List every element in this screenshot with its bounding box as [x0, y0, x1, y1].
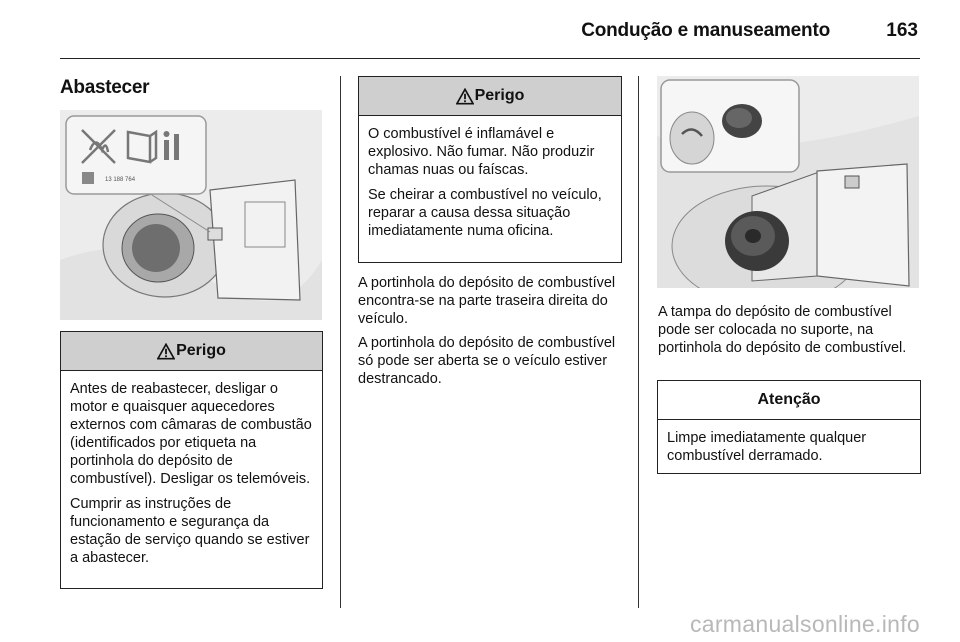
page-number: 163 [886, 20, 918, 41]
attention-header [658, 381, 920, 420]
fuel-filler-flap-figure [60, 110, 322, 320]
danger-paragraph: O combustível é inflamável e explosivo. Não fumar. Não produzir chamas nuas ou faíscas. [368, 126, 595, 178]
fuel-cap-holder-figure [657, 76, 919, 288]
danger-paragraph: Cumprir as instruções de funcionamento e segurança da estação de serviço quando se estiver a abastecer. [70, 496, 310, 566]
danger-heading: Perigo [474, 87, 525, 104]
danger-paragraph: Se cheirar a combustível no veículo, reparar a causa dessa situação imediatamente numa oficina. [368, 187, 602, 239]
body-text [658, 303, 926, 363]
body-paragraph: A portinhola do depósito de combustível encontra-se na parte traseira direita do veículo. [358, 275, 616, 327]
watermark: carmanualsonline.info [689, 611, 920, 637]
danger-box-2 [358, 76, 622, 263]
chapter-title: Condução e manuseamento [581, 20, 830, 41]
danger-header [359, 77, 621, 116]
danger-paragraph: Antes de reabastecer, desligar o motor e quaisquer aquecedores externos com câmaras de combustão (identificados por etiqueta na portinhola do depósito de combustível). Desligar os telemóveis. [70, 381, 312, 487]
warning-triangle-icon [157, 343, 175, 360]
attention-heading: Atenção [757, 391, 821, 408]
figure-label-number: 13 188 764 [105, 177, 136, 183]
body-paragraph: A portinhola do depósito de combustível só pode ser aberta se o veículo estiver destrancado. [358, 335, 616, 387]
column-divider [638, 76, 639, 608]
attention-text: Limpe imediatamente qualquer combustível derramado. [667, 430, 867, 464]
danger-box-1 [60, 331, 323, 589]
warning-triangle-icon [456, 88, 474, 105]
body-text [358, 274, 624, 394]
page-header [60, 0, 920, 59]
body-paragraph: A tampa do depósito de combustível pode ser colocada no suporte, na portinhola do depósito de combustível. [658, 304, 907, 356]
fuel-cap-icon [725, 211, 789, 271]
danger-header [61, 332, 322, 371]
section-title: Abastecer [60, 77, 150, 98]
danger-heading: Perigo [176, 342, 226, 359]
column-divider [340, 76, 341, 608]
attention-box [657, 380, 921, 474]
